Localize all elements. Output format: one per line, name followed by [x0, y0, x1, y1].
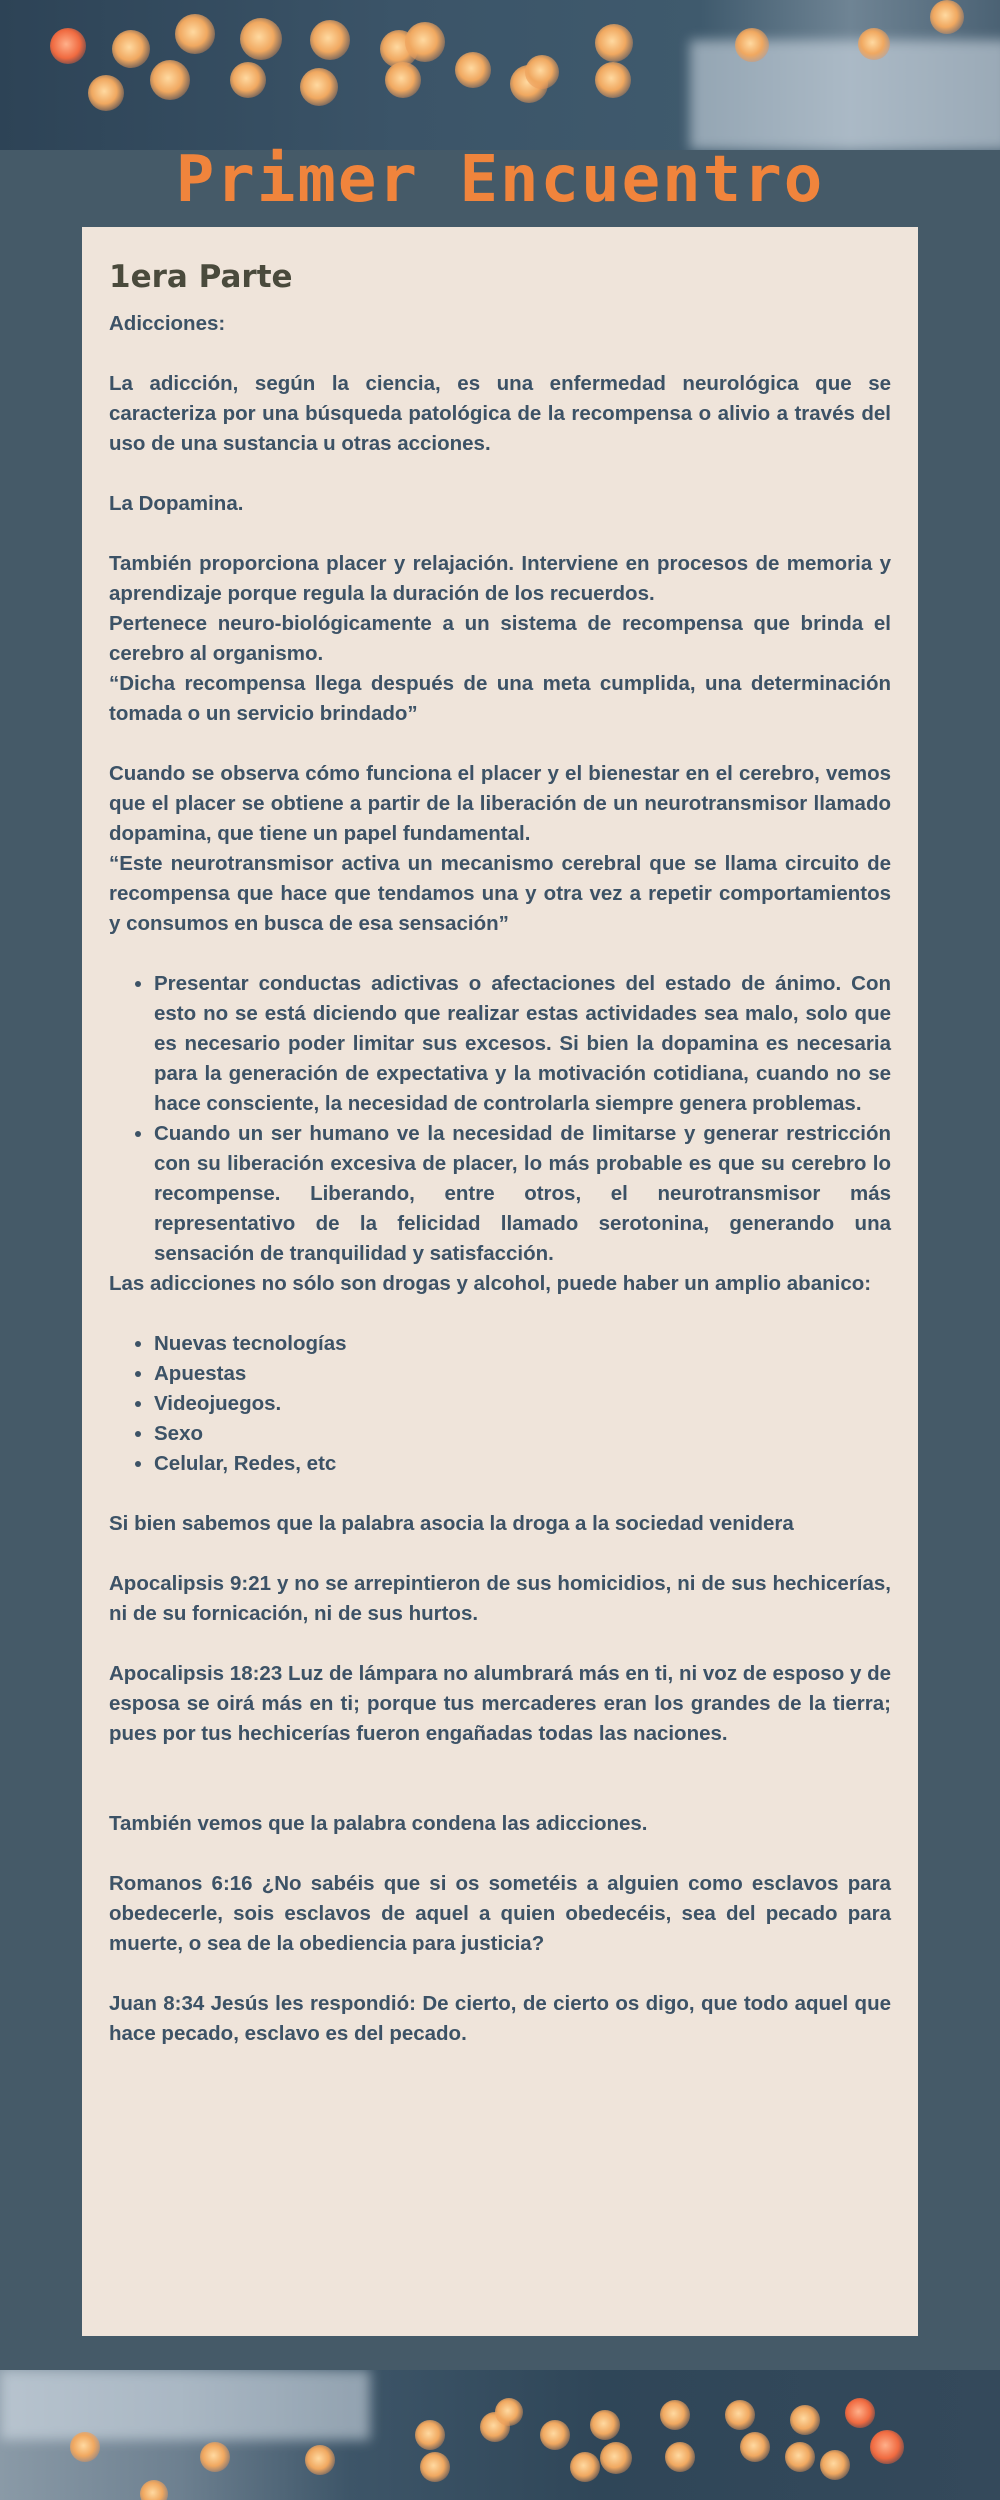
- list-item: • Presentar conductas adictivas o afectaciones del estado de ánimo. Con esto no se está diciendo que realizar estas actividades sea malo, solo que es necesario poder limitar sus excesos. Si bien la dopamina es necesaria para la generación de expectativa y la motivación cotidiana, cuando no se hace consciente, la necesidad de controlarla siempre genera problemas.: [154, 969, 891, 1119]
- footer-banner-image: [0, 2370, 1000, 2500]
- verse-apocalipsis-18: Apocalipsis 18:23 Luz de lámpara no alumbrará más en ti, ni voz de esposo y de esposa se oirá más en ti; porque tus mercaderes eran los grandes de la tierra; pues por tus hechicerías fueron engañadas todas las naciones.: [109, 1662, 891, 1745]
- list-item: • Sexo: [154, 1419, 891, 1449]
- abanico-intro: Las adicciones no sólo son drogas y alcohol, puede haber un amplio abanico:: [109, 1272, 872, 1295]
- list-item: • Videojuegos.: [154, 1389, 891, 1419]
- adicciones-label: Adicciones:: [109, 312, 226, 335]
- list-item: • Celular, Redes, etc: [154, 1449, 891, 1479]
- verse-apocalipsis-9: Apocalipsis 9:21 y no se arrepintieron de sus homicidios, ni de sus hechicerías, ni de su fornicación, ni de sus hurtos.: [109, 1572, 891, 1625]
- list-item: • Nuevas tecnologías: [154, 1329, 891, 1359]
- verse-romanos: Romanos 6:16 ¿No sabéis que si os sometéis a alguien como esclavos para obedecerle, sois esclavos de aquel a quien obedecéis, sea del pecado para muerte, o sea de la obediencia para justicia?: [109, 1872, 891, 1955]
- dopamina-paragraph-2: Pertenece neuro-biológicamente a un sistema de recompensa que brinda el cerebro al organismo.: [109, 612, 891, 665]
- adiccion-definition: La adicción, según la ciencia, es una enfermedad neurológica que se caracteriza por una búsqueda patológica de la recompensa o alivio a través del uso de una sustancia u otras acciones.: [109, 372, 891, 455]
- condena-paragraph: También vemos que la palabra condena las adicciones.: [109, 1812, 648, 1835]
- consequences-list: [109, 969, 891, 1269]
- neurotransmisor-quote: “Este neurotransmisor activa un mecanismo cerebral que se llama circuito de recompensa que hace que tendamos una y otra vez a repetir comportamientos y consumos en busca de esa sensación”: [109, 852, 891, 935]
- header-banner-image: [0, 0, 1000, 150]
- addictions-list: [109, 1329, 891, 1479]
- section-heading: 1era Parte: [109, 259, 293, 295]
- placer-paragraph: Cuando se observa cómo funciona el placer y el bienestar en el cerebro, vemos que el placer se obtiene a partir de la liberación de un neurotransmisor llamado dopamina, que tiene un papel fundamental.: [109, 762, 891, 845]
- list-item: • Cuando un ser humano ve la necesidad de limitarse y generar restricción con su liberación excesiva de placer, lo más probable es que su cerebro lo recompense. Liberando, entre otros, el neurotransmisor más representativo de la felicidad llamado serotonina, generando una sensación de tranquilidad y satisfacción.: [154, 1119, 891, 1269]
- page-title: Primer Encuentro: [175, 143, 825, 217]
- sociedad-paragraph: Si bien sabemos que la palabra asocia la droga a la sociedad venidera: [109, 1512, 794, 1535]
- dopamina-label: La Dopamina.: [109, 492, 244, 515]
- dopamina-quote: “Dicha recompensa llega después de una meta cumplida, una determinación tomada o un servicio brindado”: [109, 672, 891, 725]
- list-item: • Apuestas: [154, 1359, 891, 1389]
- dopamina-paragraph-1: También proporciona placer y relajación. Interviene en procesos de memoria y aprendizaje porque regula la duración de los recuerdos.: [109, 552, 891, 605]
- verse-juan: Juan 8:34 Jesús les respondió: De cierto, de cierto os digo, que todo aquel que hace pecado, esclavo es del pecado.: [109, 1992, 891, 2045]
- content-panel: [82, 227, 918, 2336]
